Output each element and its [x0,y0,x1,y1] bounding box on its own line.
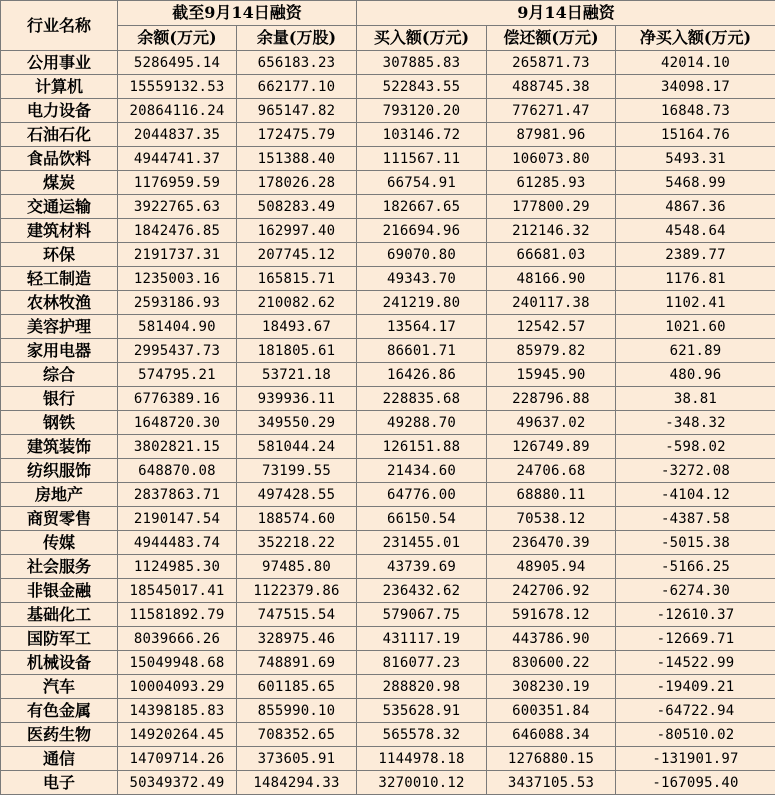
balance-amount-cell: 648870.08 [118,459,237,483]
industry-name-cell: 纺织服饰 [1,459,118,483]
repay-amount-cell: 776271.47 [487,99,616,123]
balance-shares-cell: 748891.69 [237,651,357,675]
balance-group-header: 截至9月14日融资 [118,1,357,26]
table-row [1,555,775,579]
balance-shares-cell: 601185.65 [237,675,357,699]
repay-amount-cell: 646088.34 [487,723,616,747]
table-row [1,243,775,267]
net-buy-cell: 5493.31 [616,147,775,171]
repay-amount-cell: 242706.92 [487,579,616,603]
balance-shares-cell: 581044.24 [237,435,357,459]
industry-name-cell: 医药生物 [1,723,118,747]
repay-amount-cell: 87981.96 [487,123,616,147]
net-buy-cell: -80510.02 [616,723,775,747]
balance-amount-cell: 2044837.35 [118,123,237,147]
table-row [1,147,775,171]
net-buy-cell: 5468.99 [616,171,775,195]
industry-name-cell: 建筑装饰 [1,435,118,459]
industry-name-cell: 国防军工 [1,627,118,651]
balance-shares-cell: 855990.10 [237,699,357,723]
buy-amount-cell: 49288.70 [357,411,487,435]
net-buy-cell: -5015.38 [616,531,775,555]
industry-name-cell: 公用事业 [1,51,118,75]
balance-amount-cell: 2837863.71 [118,483,237,507]
industry-name-cell: 石油石化 [1,123,118,147]
repay-amount-cell: 265871.73 [487,51,616,75]
balance-shares-cell: 662177.10 [237,75,357,99]
balance-amount-cell: 15559132.53 [118,75,237,99]
buy-amount-cell: 49343.70 [357,267,487,291]
table-row [1,411,775,435]
balance-amount-cell: 5286495.14 [118,51,237,75]
table-row [1,51,775,75]
industry-name-cell: 交通运输 [1,195,118,219]
repay-amount-cell: 236470.39 [487,531,616,555]
repay-amount-cell: 24706.68 [487,459,616,483]
net-buy-cell: -5166.25 [616,555,775,579]
buy-amount-cell: 43739.69 [357,555,487,579]
table-row [1,339,775,363]
table-row [1,99,775,123]
industry-name-cell: 建筑材料 [1,219,118,243]
balance-amount-cell: 1235003.16 [118,267,237,291]
table-row [1,75,775,99]
industry-name-cell: 有色金属 [1,699,118,723]
net-buy-cell: 4867.36 [616,195,775,219]
buy-amount-header: 买入额(万元) [357,26,487,51]
table-row [1,771,775,795]
buy-amount-cell: 64776.00 [357,483,487,507]
balance-amount-cell: 574795.21 [118,363,237,387]
repay-amount-cell: 488745.38 [487,75,616,99]
balance-shares-cell: 18493.67 [237,315,357,339]
balance-amount-cell: 8039666.26 [118,627,237,651]
balance-amount-cell: 2190147.54 [118,507,237,531]
net-buy-cell: -131901.97 [616,747,775,771]
buy-amount-cell: 103146.72 [357,123,487,147]
buy-amount-cell: 579067.75 [357,603,487,627]
industry-name-cell: 商贸零售 [1,507,118,531]
balance-shares-cell: 939936.11 [237,387,357,411]
industry-name-cell: 通信 [1,747,118,771]
balance-amount-cell: 50349372.49 [118,771,237,795]
industry-name-cell: 美容护理 [1,315,118,339]
industry-name-cell: 轻工制造 [1,267,118,291]
repay-amount-cell: 177800.29 [487,195,616,219]
balance-amount-cell: 4944741.37 [118,147,237,171]
repay-amount-cell: 15945.90 [487,363,616,387]
balance-shares-cell: 172475.79 [237,123,357,147]
table-row [1,531,775,555]
industry-name-cell: 基础化工 [1,603,118,627]
repay-amount-cell: 68880.11 [487,483,616,507]
table-row [1,507,775,531]
buy-amount-cell: 66150.54 [357,507,487,531]
balance-amount-cell: 3802821.15 [118,435,237,459]
repay-amount-cell: 85979.82 [487,339,616,363]
repay-amount-cell: 443786.90 [487,627,616,651]
balance-amount-cell: 1124985.30 [118,555,237,579]
buy-amount-cell: 1144978.18 [357,747,487,771]
balance-shares-header: 余量(万股) [237,26,357,51]
industry-header: 行业名称 [1,1,118,51]
buy-amount-cell: 16426.86 [357,363,487,387]
balance-amount-cell: 11581892.79 [118,603,237,627]
net-buy-cell: -12610.37 [616,603,775,627]
table-row [1,219,775,243]
industry-name-cell: 煤炭 [1,171,118,195]
table-row [1,435,775,459]
buy-amount-cell: 69070.80 [357,243,487,267]
industry-name-cell: 农林牧渔 [1,291,118,315]
balance-amount-cell: 18545017.41 [118,579,237,603]
net-buy-cell: 1102.41 [616,291,775,315]
repay-amount-header: 偿还额(万元) [487,26,616,51]
balance-shares-cell: 508283.49 [237,195,357,219]
repay-amount-cell: 600351.84 [487,699,616,723]
balance-amount-cell: 15049948.68 [118,651,237,675]
industry-name-cell: 房地产 [1,483,118,507]
net-buy-cell: 16848.73 [616,99,775,123]
industry-name-cell: 食品饮料 [1,147,118,171]
net-buy-cell: -348.32 [616,411,775,435]
table-row [1,579,775,603]
balance-shares-cell: 210082.62 [237,291,357,315]
table-row [1,651,775,675]
repay-amount-cell: 1276880.15 [487,747,616,771]
buy-amount-cell: 431117.19 [357,627,487,651]
balance-shares-cell: 656183.23 [237,51,357,75]
balance-amount-cell: 14398185.83 [118,699,237,723]
net-buy-cell: 34098.17 [616,75,775,99]
balance-shares-cell: 1122379.86 [237,579,357,603]
table-row [1,627,775,651]
net-buy-header: 净买入额(万元) [616,26,775,51]
table-row [1,291,775,315]
buy-amount-cell: 307885.83 [357,51,487,75]
net-buy-cell: -19409.21 [616,675,775,699]
buy-amount-cell: 111567.11 [357,147,487,171]
balance-shares-cell: 373605.91 [237,747,357,771]
industry-name-cell: 汽车 [1,675,118,699]
buy-amount-cell: 3270010.12 [357,771,487,795]
net-buy-cell: 480.96 [616,363,775,387]
balance-shares-cell: 181805.61 [237,339,357,363]
buy-amount-cell: 182667.65 [357,195,487,219]
table-row [1,603,775,627]
buy-amount-cell: 241219.80 [357,291,487,315]
net-buy-cell: 15164.76 [616,123,775,147]
repay-amount-cell: 3437105.53 [487,771,616,795]
balance-amount-cell: 14709714.26 [118,747,237,771]
balance-shares-cell: 747515.54 [237,603,357,627]
industry-name-cell: 综合 [1,363,118,387]
repay-amount-cell: 830600.22 [487,651,616,675]
balance-shares-cell: 497428.55 [237,483,357,507]
table-row [1,747,775,771]
buy-amount-cell: 21434.60 [357,459,487,483]
repay-amount-cell: 591678.12 [487,603,616,627]
table-row [1,267,775,291]
net-buy-cell: 2389.77 [616,243,775,267]
buy-amount-cell: 231455.01 [357,531,487,555]
industry-name-cell: 家用电器 [1,339,118,363]
table-row [1,171,775,195]
table-row [1,387,775,411]
balance-amount-cell: 4944483.74 [118,531,237,555]
net-buy-cell: 1176.81 [616,267,775,291]
net-buy-cell: 621.89 [616,339,775,363]
buy-amount-cell: 816077.23 [357,651,487,675]
buy-amount-cell: 565578.32 [357,723,487,747]
buy-amount-cell: 228835.68 [357,387,487,411]
repay-amount-cell: 48166.90 [487,267,616,291]
net-buy-cell: 38.81 [616,387,775,411]
repay-amount-cell: 61285.93 [487,171,616,195]
buy-amount-cell: 126151.88 [357,435,487,459]
buy-amount-cell: 216694.96 [357,219,487,243]
balance-amount-cell: 14920264.45 [118,723,237,747]
repay-amount-cell: 12542.57 [487,315,616,339]
balance-amount-cell: 20864116.24 [118,99,237,123]
balance-amount-cell: 1176959.59 [118,171,237,195]
repay-amount-cell: 126749.89 [487,435,616,459]
industry-name-cell: 电子 [1,771,118,795]
net-buy-cell: 42014.10 [616,51,775,75]
balance-amount-header: 余额(万元) [118,26,237,51]
net-buy-cell: -14522.99 [616,651,775,675]
balance-shares-cell: 162997.40 [237,219,357,243]
repay-amount-cell: 48905.94 [487,555,616,579]
net-buy-cell: 4548.64 [616,219,775,243]
table-body [1,51,775,795]
balance-shares-cell: 207745.12 [237,243,357,267]
net-buy-cell: -64722.94 [616,699,775,723]
industry-name-cell: 环保 [1,243,118,267]
net-buy-cell: -4104.12 [616,483,775,507]
table-row [1,699,775,723]
buy-amount-cell: 236432.62 [357,579,487,603]
industry-name-cell: 计算机 [1,75,118,99]
industry-name-cell: 社会服务 [1,555,118,579]
balance-shares-cell: 349550.29 [237,411,357,435]
net-buy-cell: 1021.60 [616,315,775,339]
buy-amount-cell: 535628.91 [357,699,487,723]
net-buy-cell: -167095.40 [616,771,775,795]
balance-shares-cell: 188574.60 [237,507,357,531]
buy-amount-cell: 793120.20 [357,99,487,123]
balance-amount-cell: 3922765.63 [118,195,237,219]
balance-shares-cell: 53721.18 [237,363,357,387]
industry-name-cell: 传媒 [1,531,118,555]
balance-amount-cell: 581404.90 [118,315,237,339]
table-row [1,483,775,507]
buy-amount-cell: 66754.91 [357,171,487,195]
balance-shares-cell: 97485.80 [237,555,357,579]
repay-amount-cell: 212146.32 [487,219,616,243]
net-buy-cell: -4387.58 [616,507,775,531]
buy-amount-cell: 288820.98 [357,675,487,699]
table-row [1,459,775,483]
balance-shares-cell: 328975.46 [237,627,357,651]
balance-shares-cell: 352218.22 [237,531,357,555]
balance-shares-cell: 165815.71 [237,267,357,291]
buy-amount-cell: 86601.71 [357,339,487,363]
balance-amount-cell: 1842476.85 [118,219,237,243]
industry-name-cell: 银行 [1,387,118,411]
industry-name-cell: 机械设备 [1,651,118,675]
repay-amount-cell: 106073.80 [487,147,616,171]
balance-amount-cell: 2995437.73 [118,339,237,363]
table-row [1,723,775,747]
balance-shares-cell: 1484294.33 [237,771,357,795]
balance-shares-cell: 178026.28 [237,171,357,195]
repay-amount-cell: 49637.02 [487,411,616,435]
balance-shares-cell: 73199.55 [237,459,357,483]
table-row [1,195,775,219]
repay-amount-cell: 228796.88 [487,387,616,411]
net-buy-cell: -3272.08 [616,459,775,483]
buy-amount-cell: 522843.55 [357,75,487,99]
table-row [1,123,775,147]
repay-amount-cell: 66681.03 [487,243,616,267]
repay-amount-cell: 70538.12 [487,507,616,531]
balance-shares-cell: 708352.65 [237,723,357,747]
net-buy-cell: -12669.71 [616,627,775,651]
industry-name-cell: 钢铁 [1,411,118,435]
balance-shares-cell: 151388.40 [237,147,357,171]
net-buy-cell: -598.02 [616,435,775,459]
table-row [1,363,775,387]
buy-amount-cell: 13564.17 [357,315,487,339]
balance-amount-cell: 6776389.16 [118,387,237,411]
industry-name-cell: 电力设备 [1,99,118,123]
table-row [1,315,775,339]
balance-amount-cell: 10004093.29 [118,675,237,699]
industry-name-cell: 非银金融 [1,579,118,603]
repay-amount-cell: 308230.19 [487,675,616,699]
balance-amount-cell: 2593186.93 [118,291,237,315]
balance-shares-cell: 965147.82 [237,99,357,123]
balance-amount-cell: 2191737.31 [118,243,237,267]
balance-amount-cell: 1648720.30 [118,411,237,435]
net-buy-cell: -6274.30 [616,579,775,603]
daily-group-header: 9月14日融资 [357,1,775,26]
table-row [1,675,775,699]
repay-amount-cell: 240117.38 [487,291,616,315]
